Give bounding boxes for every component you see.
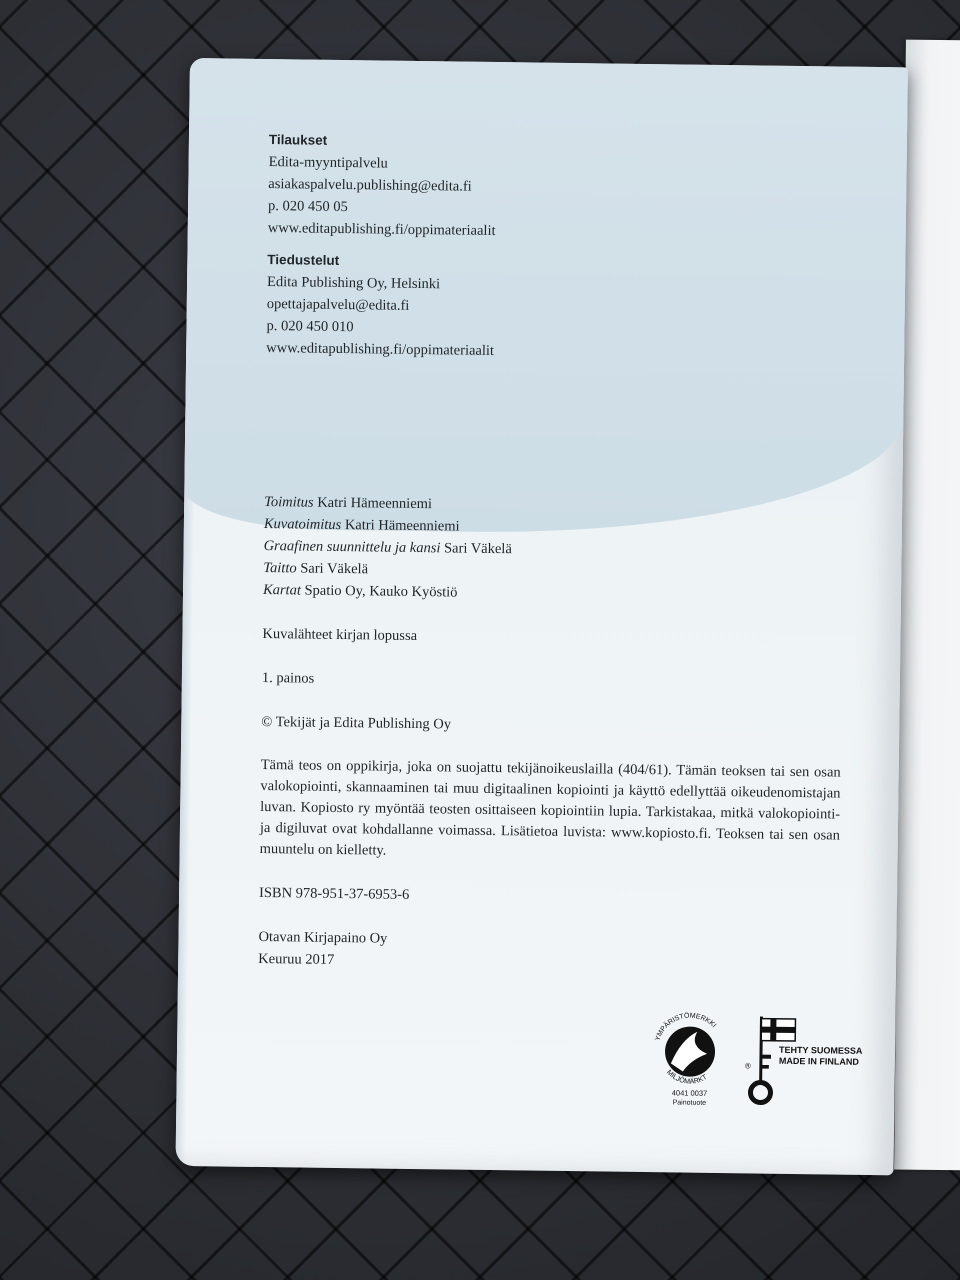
certification-marks — [646, 1009, 867, 1112]
inquiries-line: Edita Publishing Oy, Helsinki — [266, 274, 441, 293]
credit-role: Kartat — [262, 582, 302, 599]
credit-role: Taitto — [263, 560, 297, 577]
book-page — [175, 58, 907, 1175]
inquiries-line: opettajapalvelu@edita.fi — [266, 296, 410, 314]
copyright: © Tekijät ja Edita Publishing Oy — [261, 713, 452, 733]
printer-place-year: Keuruu 2017 — [258, 950, 335, 968]
image-sources-note: Kuvalähteet kirjan lopussa — [262, 625, 418, 645]
colophon — [258, 129, 849, 978]
printer-name: Otavan Kirjapaino Oy — [258, 928, 388, 947]
credit-name: Spatio Oy, Kauko Kyöstiö — [304, 582, 458, 601]
ecolabel-top-text: YMPÄRISTÖMERKKI — [654, 1012, 718, 1042]
orders-section — [268, 129, 849, 247]
ecolabel-bottom-text: MILJÖMÄRKT — [665, 1069, 709, 1086]
inquiries-heading: Tiedustelut — [267, 252, 340, 268]
inquiries-line: www.editapublishing.fi/oppimateriaalit — [266, 340, 495, 360]
inquiries-line: p. 020 450 010 — [266, 318, 354, 336]
ecolabel-product: Painotuote — [672, 1099, 707, 1107]
credit-role: Kuvatoimitus — [263, 516, 342, 534]
nordic-swan-icon — [646, 1009, 733, 1110]
orders-line: Edita-myyntipalvelu — [268, 154, 388, 172]
isbn: ISBN 978-951-37-6953-6 — [258, 884, 410, 903]
credits-section — [263, 491, 844, 609]
credit-role: Toimitus — [264, 494, 314, 511]
edition: 1. painos — [261, 669, 315, 687]
made-in-finland-line1: TEHTY SUOMESSA — [779, 1044, 863, 1056]
inquiries-section — [266, 249, 847, 367]
registered-mark: ® — [744, 1061, 751, 1071]
copyright-notice: Tämä teos on oppikirja, joka on suojattu tekijänoikeuslailla (404/61). Tämän teoksen tai sen osan valokopiointi, skannaaminen tai muu digitaalinen kopiointi ja käyttö edellyttää oikeudenomistajan luvan. Kopiosto ry myöntää teosten osittaiseen kopiointiin lupia. Tarkistakaa, mitkä valokopiointi- ja digiluvat ovat kohdallanne voimassa. Lisätietoa luvista: www.kopiosto.fi. Teoksen tai sen osan muuntelu on kielletty. — [259, 756, 841, 859]
orders-line: www.editapublishing.fi/oppimateriaalit — [267, 220, 496, 240]
made-in-finland-line2: MADE IN FINLAND — [778, 1055, 859, 1067]
credit-name: Sari Väkelä — [300, 560, 369, 578]
orders-heading: Tilaukset — [268, 132, 328, 148]
ecolabel-license: 4041 0037 — [671, 1088, 708, 1098]
credit-name: Sari Väkelä — [443, 540, 512, 558]
orders-line: asiakaspalvelu.publishing@edita.fi — [268, 176, 472, 195]
credit-name: Katri Hämeenniemi — [317, 494, 433, 513]
credit-role: Graafinen suunnittelu ja kansi — [263, 538, 441, 557]
orders-line: p. 020 450 05 — [267, 198, 348, 216]
credit-name: Katri Hämeenniemi — [344, 517, 460, 535]
key-flag-icon — [742, 1010, 863, 1112]
